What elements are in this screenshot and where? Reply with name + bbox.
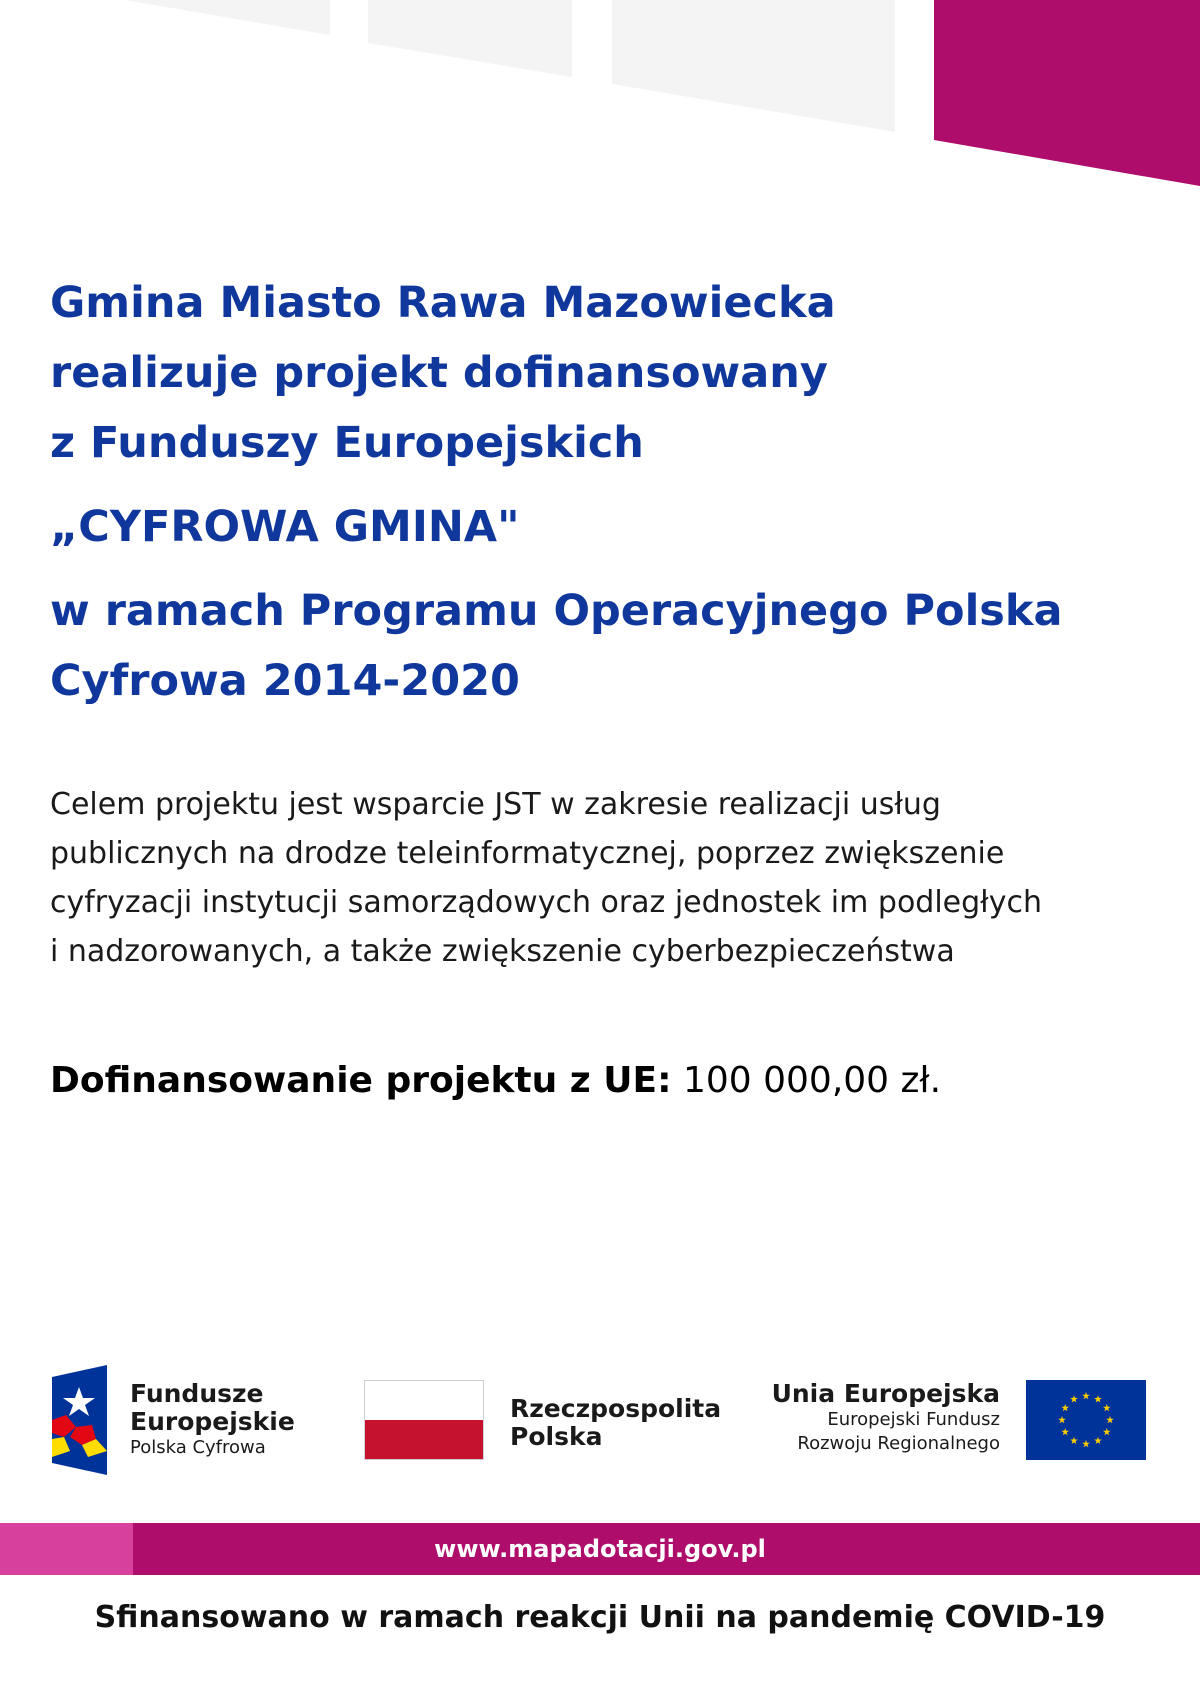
description-line-2: publicznych na drodze teleinformatycznej, poprzez zwiększenie	[50, 836, 1005, 871]
fe-line-2: Europejskie	[130, 1407, 295, 1436]
funding-amount: 100 000,00 zł.	[682, 1060, 942, 1101]
unia-europejska-logo-text	[772, 1380, 1000, 1456]
heading-line-1: Gmina Miasto Rawa Mazowiecka	[50, 278, 836, 328]
funding-label: Dofinansowanie projektu z UE:	[50, 1060, 672, 1101]
rp-line-2: Polska	[510, 1422, 603, 1451]
rp-line-1: Rzeczpospolita	[510, 1394, 722, 1423]
rzeczpospolita-logo-text	[510, 1395, 721, 1451]
eu-flag-icon	[1026, 1380, 1146, 1460]
heading-line-2: realizuje projekt dofinansowany	[50, 348, 828, 398]
logo-strip	[0, 1360, 1200, 1485]
deco-magenta-shape	[934, 0, 1200, 186]
ue-line-3: Rozwoju Regionalnego	[797, 1433, 1000, 1454]
description-line-4: i nadzorowanych, a także zwiększenie cyberbezpieczeństwa	[50, 934, 955, 969]
description-line-1: Celem projektu jest wsparcie JST w zakresie realizacji usług	[50, 787, 941, 822]
ue-line-1: Unia Europejska	[771, 1379, 1000, 1408]
ue-line-2: Europejski Fundusz	[827, 1409, 1000, 1430]
deco-gray-shape-2	[368, 0, 572, 77]
covid-funding-note: Sfinansowano w ramach reakcji Unii na pandemię COVID-19	[94, 1600, 1106, 1635]
url-bar	[0, 1523, 1200, 1575]
heading-line-3: z Funduszy Europejskich	[50, 418, 644, 468]
fe-line-1: Fundusze	[130, 1379, 264, 1408]
program-line-1: w ramach Programu Operacyjnego Polska	[50, 586, 1063, 636]
funding-info	[50, 1060, 941, 1101]
fundusze-europejskie-logo-text	[130, 1380, 295, 1460]
fundusze-europejskie-star-icon	[52, 1365, 107, 1475]
deco-gray-shape-3	[612, 0, 895, 132]
top-decoration	[0, 0, 1200, 200]
fe-line-3: Polska Cyfrowa	[130, 1437, 266, 1458]
page-heading	[50, 268, 1160, 716]
program-line-2: Cyfrowa 2014-2020	[50, 656, 520, 706]
mapadotacji-link[interactable]: www.mapadotacji.gov.pl	[434, 1535, 766, 1563]
polish-flag-icon	[364, 1380, 484, 1460]
deco-gray-shape-1	[125, 0, 330, 35]
project-description	[50, 780, 1160, 976]
project-name: „CYFROWA GMINA"	[50, 502, 520, 552]
description-line-3: cyfryzacji instytucji samorządowych oraz jednostek im podległych	[50, 885, 1042, 920]
